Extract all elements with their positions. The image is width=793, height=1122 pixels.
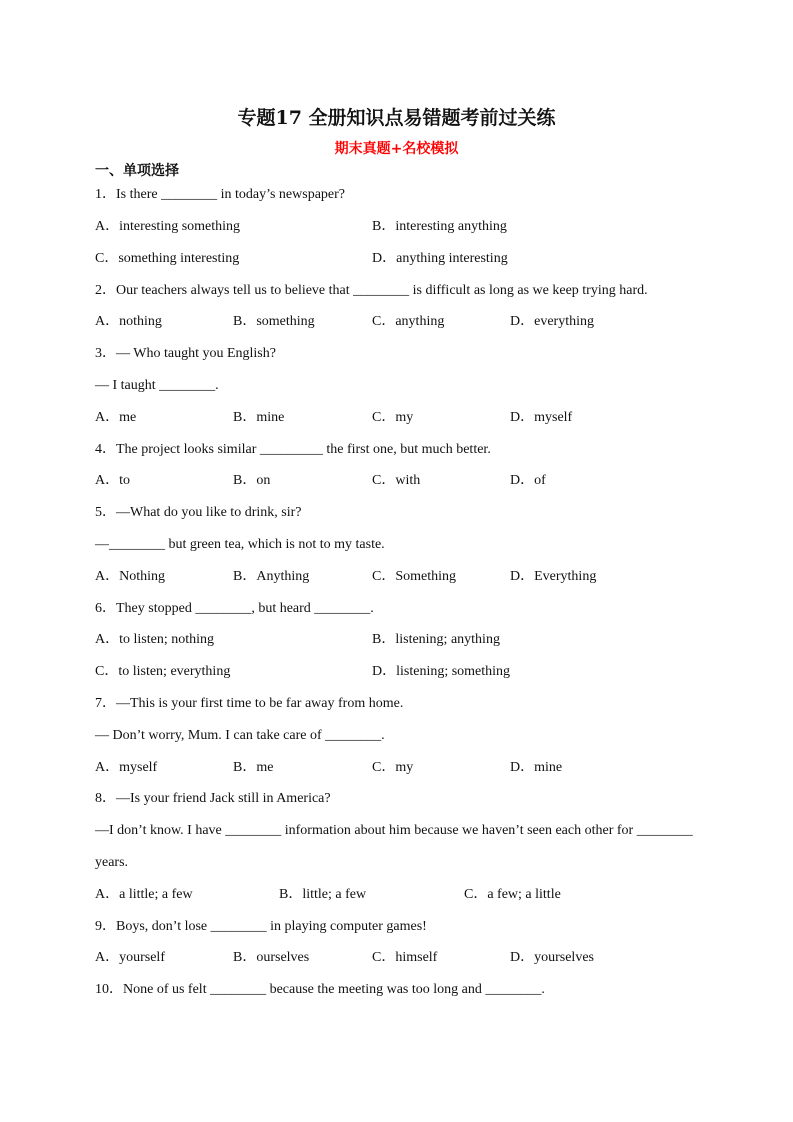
question-stem: 3．— Who taught you English? bbox=[95, 346, 276, 361]
option-d[interactable]: D．everything bbox=[510, 314, 594, 329]
page-title: 专题17 全册知识点易错题考前过关练 bbox=[237, 107, 556, 129]
question-stem: years. bbox=[95, 855, 129, 870]
option-b[interactable]: B．interesting anything bbox=[372, 219, 507, 234]
option-a[interactable]: A．me bbox=[95, 410, 137, 425]
question-stem: 6．They stopped ________, but heard ________. bbox=[95, 601, 374, 616]
option-d[interactable]: D．anything interesting bbox=[372, 251, 508, 266]
option-c[interactable]: C．himself bbox=[372, 950, 438, 965]
question-stem: — I taught ________. bbox=[95, 378, 219, 393]
section-heading: 一、单项选择 bbox=[95, 163, 179, 179]
option-d[interactable]: D．yourselves bbox=[510, 950, 594, 965]
option-c[interactable]: C．my bbox=[372, 760, 414, 775]
option-a[interactable]: A．interesting something bbox=[95, 219, 241, 234]
option-b[interactable]: B．listening; anything bbox=[372, 632, 500, 647]
option-b[interactable]: B．Anything bbox=[233, 569, 310, 584]
option-c[interactable]: C．a few; a little bbox=[464, 887, 561, 902]
question-stem: 1．Is there ________ in today’s newspaper? bbox=[95, 187, 345, 202]
question-stem: —I don’t know. I have ________ information about him because we haven’t seen each other for ________ bbox=[95, 823, 693, 838]
option-d[interactable]: D．myself bbox=[510, 410, 573, 425]
option-c[interactable]: C．with bbox=[372, 473, 421, 488]
option-a[interactable]: A．yourself bbox=[95, 950, 165, 965]
option-d[interactable]: D．Everything bbox=[510, 569, 597, 584]
question-stem: 2．Our teachers always tell us to believe that ________ is difficult as long as we keep trying hard. bbox=[95, 283, 648, 298]
question-stem: 4．The project looks similar _________ the first one, but much better. bbox=[95, 442, 491, 457]
option-d[interactable]: D．mine bbox=[510, 760, 563, 775]
page-subtitle: 期末真题+名校模拟 bbox=[334, 141, 459, 157]
option-c[interactable]: C．anything bbox=[372, 314, 445, 329]
option-a[interactable]: A．nothing bbox=[95, 314, 162, 329]
option-b[interactable]: B．on bbox=[233, 473, 271, 488]
option-c[interactable]: C．Something bbox=[372, 569, 457, 584]
option-c[interactable]: C．my bbox=[372, 410, 414, 425]
question-stem: 5．—What do you like to drink, sir? bbox=[95, 505, 302, 520]
question-stem: 10．None of us felt ________ because the meeting was too long and ________. bbox=[95, 982, 545, 997]
question-stem: 8．—Is your friend Jack still in America? bbox=[95, 791, 331, 806]
question-stem: 9．Boys, don’t lose ________ in playing computer games! bbox=[95, 919, 427, 934]
option-b[interactable]: B．ourselves bbox=[233, 950, 310, 965]
option-c[interactable]: C．something interesting bbox=[95, 251, 240, 266]
option-b[interactable]: B．mine bbox=[233, 410, 285, 425]
option-a[interactable]: A．Nothing bbox=[95, 569, 165, 584]
question-stem: 7．—This is your first time to be far away from home. bbox=[95, 696, 404, 711]
option-d[interactable]: D．of bbox=[510, 473, 546, 488]
option-b[interactable]: B．me bbox=[233, 760, 274, 775]
option-c[interactable]: C．to listen; everything bbox=[95, 664, 231, 679]
option-a[interactable]: A．to listen; nothing bbox=[95, 632, 214, 647]
option-b[interactable]: B．little; a few bbox=[279, 887, 367, 902]
option-a[interactable]: A．to bbox=[95, 473, 130, 488]
option-a[interactable]: A．a little; a few bbox=[95, 887, 193, 902]
question-stem: — Don’t worry, Mum. I can take care of ________. bbox=[95, 728, 385, 743]
option-a[interactable]: A．myself bbox=[95, 760, 158, 775]
option-b[interactable]: B．something bbox=[233, 314, 315, 329]
question-stem: —________ but green tea, which is not to my taste. bbox=[95, 537, 385, 552]
option-d[interactable]: D．listening; something bbox=[372, 664, 511, 679]
